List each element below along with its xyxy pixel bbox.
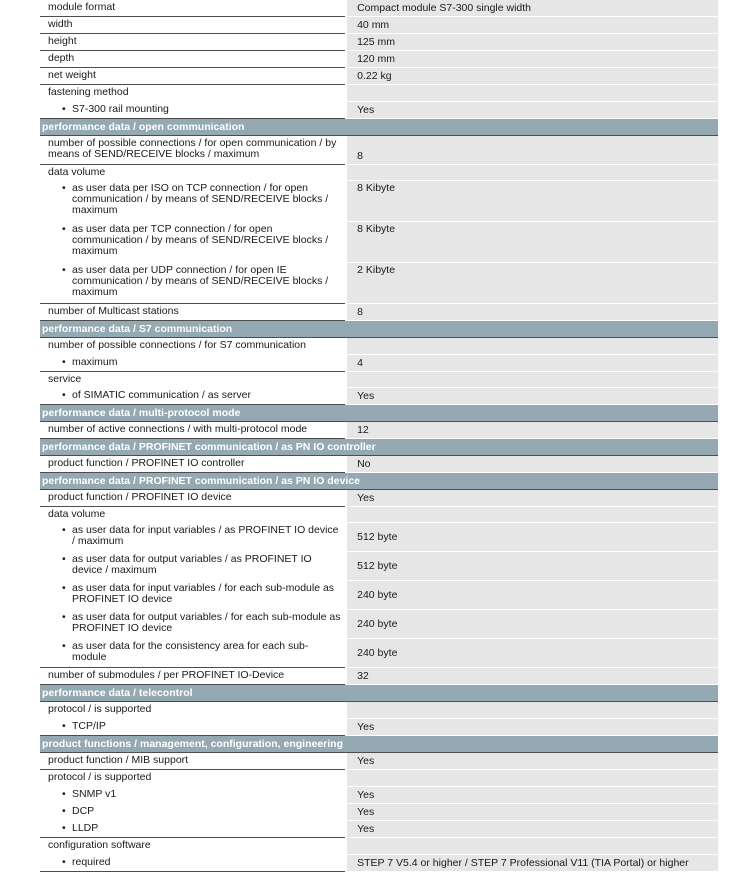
bullet-icon: • [62, 182, 66, 194]
spec-value-text: 240 byte [357, 646, 398, 659]
spec-value [347, 388, 718, 405]
spec-value-text: Yes [357, 492, 375, 504]
spec-label [40, 552, 345, 581]
spec-label-text: as user data for the consistency area for each sub-module [72, 640, 309, 663]
spec-value-text: 4 [357, 357, 363, 369]
spec-label [40, 804, 345, 821]
bullet-icon: • [62, 611, 66, 623]
spec-value-text: Compact module S7-300 single width [357, 2, 532, 14]
spec-label: data volume [40, 507, 345, 523]
spec-label-text: SNMP v1 [72, 788, 117, 800]
spec-value-text: Yes [357, 789, 375, 801]
spec-value-text: 125 mm [357, 36, 396, 48]
table-row [40, 17, 718, 34]
spec-value-text: Yes [357, 104, 375, 116]
spec-label-text: as user data for input variables / for each sub-module as PROFINET IO device [72, 582, 335, 605]
spec-label: number of submodules / per PROFINET IO-Device [40, 668, 345, 685]
table-row [40, 388, 718, 405]
table-row [40, 0, 718, 17]
spec-value [347, 507, 718, 523]
table-row [40, 804, 718, 821]
spec-value-text: Yes [357, 755, 375, 767]
spec-label: number of possible connections / for open communication / by means of SEND/RECEIVE blocks / maximum [40, 136, 345, 165]
table-row [40, 102, 718, 119]
spec-value [347, 263, 718, 304]
spec-value-text: Yes [357, 721, 375, 733]
spec-label: fastening method [40, 85, 345, 102]
spec-value [347, 51, 718, 68]
spec-value [347, 372, 718, 388]
spec-label: module format [40, 0, 345, 17]
table-row [40, 222, 718, 263]
table-row [40, 136, 718, 165]
spec-label: protocol / is supported [40, 770, 345, 787]
spec-label [40, 181, 345, 222]
spec-label [40, 581, 345, 610]
bullet-icon: • [62, 103, 66, 115]
spec-value-text: 40 mm [357, 19, 390, 31]
bullet-icon: • [62, 720, 66, 732]
table-row [40, 68, 718, 85]
section-header: performance data / open communication [40, 119, 718, 136]
spec-value-text: STEP 7 V5.4 or higher / STEP 7 Professional V11 (TIA Portal) or higher [357, 857, 689, 869]
spec-value-text: 8 [357, 306, 363, 318]
table-row [40, 581, 718, 610]
group-row [40, 770, 718, 787]
spec-label-text: LLDP [72, 822, 99, 834]
table-row [40, 456, 718, 473]
bullet-icon: • [62, 822, 66, 834]
spec-label: height [40, 34, 345, 51]
spec-value-text: 8 [357, 150, 363, 162]
spec-value [347, 753, 718, 770]
spec-value [347, 17, 718, 34]
section-header: performance data / multi-protocol mode [40, 405, 718, 422]
bullet-icon: • [62, 553, 66, 565]
spec-label: data volume [40, 165, 345, 181]
spec-value [347, 222, 718, 263]
section-header: product functions / management, configuration, engineering [40, 736, 718, 753]
spec-label-text: TCP/IP [72, 720, 106, 732]
spec-value [347, 355, 718, 372]
table-row [40, 855, 718, 872]
spec-value [347, 702, 718, 719]
spec-value [347, 855, 718, 872]
spec-value-text: 120 mm [357, 53, 396, 65]
group-row [40, 338, 718, 355]
spec-value-text: 8 Kibyte [357, 223, 396, 235]
spec-label [40, 610, 345, 639]
bullet-icon: • [62, 805, 66, 817]
section-header: performance data / PROFINET communication / as PN IO device [40, 473, 718, 490]
spec-label: depth [40, 51, 345, 68]
spec-label-text: of SIMATIC communication / as server [72, 389, 251, 401]
bullet-icon: • [62, 223, 66, 235]
spec-value-text: Yes [357, 806, 375, 818]
spec-value [347, 338, 718, 355]
bullet-icon: • [62, 356, 66, 368]
spec-label [40, 355, 345, 372]
section-header: performance data / telecontrol [40, 685, 718, 702]
table-row [40, 355, 718, 372]
table-row [40, 304, 718, 321]
spec-value-text: Yes [357, 823, 375, 835]
spec-value-text: 240 byte [357, 588, 398, 601]
spec-value [347, 102, 718, 119]
bullet-icon: • [62, 788, 66, 800]
spec-label-text: as user data for output variables / for each sub-module as PROFINET IO device [72, 611, 341, 634]
spec-value [347, 422, 718, 439]
section-header: performance data / S7 communication [40, 321, 718, 338]
spec-label [40, 263, 345, 304]
spec-value-text: 2 Kibyte [357, 264, 396, 276]
bullet-icon: • [62, 582, 66, 594]
spec-value-text: Yes [357, 390, 375, 402]
spec-label [40, 719, 345, 736]
bullet-icon: • [62, 524, 66, 536]
spec-label: product function / MIB support [40, 753, 345, 770]
spec-label-text: as user data per TCP connection / for open communication / by means of SEND/RECEIVE blocks / maximum [72, 223, 329, 257]
spec-value [347, 804, 718, 821]
table-row [40, 422, 718, 439]
group-row [40, 507, 718, 523]
spec-label: number of possible connections / for S7 communication [40, 338, 345, 355]
spec-value [347, 639, 718, 668]
bullet-icon: • [62, 389, 66, 401]
spec-label-text: S7-300 rail mounting [72, 103, 169, 115]
spec-label-text: DCP [72, 805, 95, 817]
spec-value [347, 181, 718, 222]
spec-label [40, 102, 345, 119]
table-row [40, 51, 718, 68]
table-row [40, 490, 718, 507]
group-row [40, 702, 718, 719]
spec-value-text: 240 byte [357, 617, 398, 630]
table-row [40, 181, 718, 222]
table-row [40, 821, 718, 838]
table-row [40, 787, 718, 804]
bullet-icon: • [62, 640, 66, 652]
spec-value [347, 787, 718, 804]
table-row [40, 719, 718, 736]
bullet-icon: • [62, 856, 66, 868]
table-row [40, 639, 718, 668]
spec-label-text: as user data for input variables / as PROFINET IO device / maximum [72, 524, 339, 547]
spec-label: protocol / is supported [40, 702, 345, 719]
spec-value [347, 0, 718, 17]
spec-label [40, 388, 345, 405]
spec-value-text: 32 [357, 670, 369, 682]
spec-label-text: as user data per ISO on TCP connection / for open communication / by means of SEND/RECEIVE blocks / maximum [72, 182, 329, 216]
spec-label [40, 787, 345, 804]
table-row [40, 610, 718, 639]
spec-label-text: required [72, 856, 111, 868]
spec-label [40, 523, 345, 552]
spec-label: number of active connections / with multi-protocol mode [40, 422, 345, 439]
spec-value [347, 34, 718, 51]
group-row [40, 165, 718, 181]
table-row [40, 34, 718, 51]
spec-table [40, 0, 718, 872]
spec-label: number of Multicast stations [40, 304, 345, 321]
spec-value [347, 581, 718, 610]
table-row [40, 552, 718, 581]
spec-value [347, 136, 718, 165]
spec-label [40, 821, 345, 838]
table-row [40, 523, 718, 552]
group-row [40, 372, 718, 388]
spec-value [347, 85, 718, 102]
spec-value [347, 165, 718, 181]
spec-label: product function / PROFINET IO controller [40, 456, 345, 473]
spec-value [347, 68, 718, 85]
spec-label: width [40, 17, 345, 34]
spec-label [40, 222, 345, 263]
spec-value-text: 0.22 kg [357, 70, 392, 82]
section-header: performance data / PROFINET communication / as PN IO controller [40, 439, 718, 456]
spec-label-text: as user data per UDP connection / for open IE communication / by means of SEND/RECEIVE blocks / maximum [72, 264, 329, 298]
spec-label: configuration software [40, 838, 345, 855]
spec-value [347, 821, 718, 838]
spec-value-text: 12 [357, 424, 369, 436]
group-row [40, 85, 718, 102]
spec-value [347, 610, 718, 639]
spec-label [40, 639, 345, 668]
table-row [40, 753, 718, 770]
spec-label: product function / PROFINET IO device [40, 490, 345, 507]
spec-value [347, 838, 718, 855]
spec-value [347, 770, 718, 787]
spec-value-text: 8 Kibyte [357, 182, 396, 194]
spec-value [347, 523, 718, 552]
spec-label [40, 855, 345, 872]
spec-label-text: as user data for output variables / as PROFINET IO device / maximum [72, 553, 312, 576]
group-row [40, 838, 718, 855]
spec-value-text: No [357, 458, 371, 470]
spec-value [347, 719, 718, 736]
spec-label: net weight [40, 68, 345, 85]
table-row [40, 263, 718, 304]
spec-value [347, 552, 718, 581]
spec-label-text: maximum [72, 356, 118, 368]
spec-value-text: 512 byte [357, 559, 398, 572]
spec-label: service [40, 372, 345, 388]
spec-value [347, 456, 718, 473]
bullet-icon: • [62, 264, 66, 276]
table-row [40, 668, 718, 685]
spec-value [347, 668, 718, 685]
spec-value [347, 490, 718, 507]
spec-value [347, 304, 718, 321]
spec-value-text: 512 byte [357, 530, 398, 543]
